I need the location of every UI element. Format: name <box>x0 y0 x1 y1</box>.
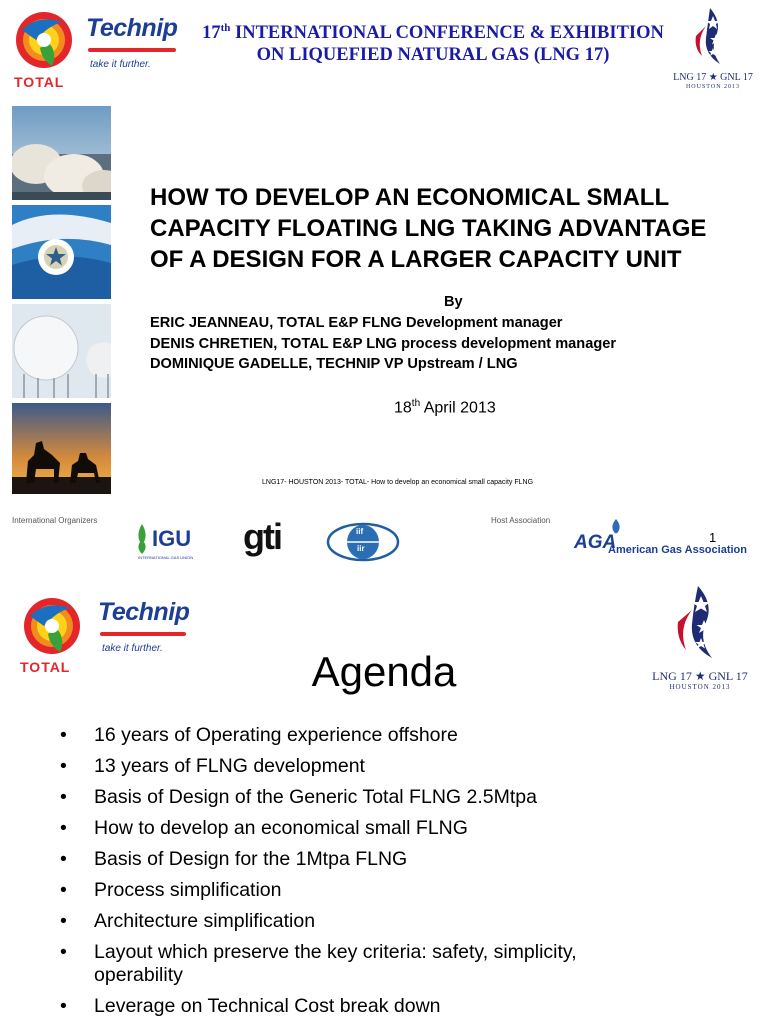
slide-footer-text: LNG17- HOUSTON 2013- TOTAL- How to develop an economical small capacity FLNG <box>262 479 534 486</box>
technip-wordmark: Technip <box>98 598 190 626</box>
agenda-item: • Leverage on Technical Cost break down <box>60 995 441 1017</box>
bullet-icon: • <box>60 848 67 870</box>
total-wordmark: TOTAL <box>14 74 65 90</box>
aga-text: AGA <box>574 532 617 553</box>
technip-underline <box>100 632 186 636</box>
slide-2 <box>0 584 768 1024</box>
conference-title-line-2: ON LIQUEFIED NATURAL GAS (LNG 17) <box>256 45 610 66</box>
agenda-item: • Basis of Design for the 1Mtpa FLNG <box>60 848 408 870</box>
total-logo <box>12 8 76 90</box>
bullet-icon: • <box>60 786 67 808</box>
author-list <box>150 313 750 375</box>
author-2: DENIS CHRETIEN, TOTAL E&P LNG process development manager <box>150 335 617 352</box>
host-label: Host Association <box>491 516 551 525</box>
conference-title <box>186 17 680 66</box>
gti-logo: gti <box>243 516 281 557</box>
agenda-item: • How to develop an economical small FLNG <box>60 817 468 839</box>
agenda-item: • Layout which preserve the key criteria: safety, simplicity, operability <box>60 941 577 986</box>
title-line-1: HOW TO DEVELOP AN ECONOMICAL SMALL <box>150 184 670 211</box>
bullet-icon: • <box>60 879 67 901</box>
title-line-2: CAPACITY FLOATING LNG TAKING ADVANTAGE <box>150 215 707 242</box>
technip-logo <box>86 14 186 76</box>
storage-spheres-photo <box>12 304 111 398</box>
iif-iir-logo <box>326 522 400 562</box>
lng17-logo <box>666 6 760 94</box>
bullet-icon: • <box>60 817 67 839</box>
aga-subtext: American Gas Association <box>608 544 747 556</box>
total-emblem-icon <box>12 8 76 72</box>
technip-wordmark: Technip <box>86 14 178 42</box>
agenda-item: • 13 years of FLNG development <box>60 755 365 777</box>
bullet-icon: • <box>60 755 67 777</box>
total-logo <box>20 594 84 676</box>
lng-star-flag-icon <box>640 584 760 666</box>
lng-logo-text: LNG 17 ★ GNL 17 <box>652 669 748 683</box>
technip-tagline: take it further. <box>102 643 163 654</box>
lng-logo-city: HOUSTON 2013 <box>669 683 731 691</box>
presentation-date: 18th April 2013 <box>394 398 496 417</box>
igu-logo <box>134 518 198 564</box>
cowboys-sunset-photo <box>12 403 111 494</box>
organizers-bar <box>0 512 768 572</box>
agenda-title: Agenda <box>311 648 457 695</box>
photo-strip <box>12 106 111 494</box>
bullet-icon: • <box>60 995 67 1017</box>
lng-logo-text: LNG 17 ★ GNL 17 <box>673 72 753 83</box>
technip-tagline: take it further. <box>90 59 151 70</box>
total-wordmark: TOTAL <box>20 659 71 675</box>
lng-star-flag-icon <box>666 6 760 70</box>
technip-logo <box>98 598 198 660</box>
total-emblem-icon <box>20 594 84 658</box>
by-label: By <box>444 294 463 310</box>
author-1: ERIC JEANNEAU, TOTAL E&P FLNG Development manager <box>150 315 563 331</box>
lng-logo-city: HOUSTON 2013 <box>685 84 741 90</box>
texas-flag-photo <box>12 205 111 299</box>
iif-text: iif <box>356 527 364 536</box>
author-3: DOMINIQUE GADELLE, TECHNIP VP Upstream / LNG <box>150 356 518 372</box>
aga-logo <box>574 518 754 558</box>
bullet-icon: • <box>60 724 67 746</box>
presentation-title <box>150 182 762 275</box>
iir-text: iir <box>357 544 365 553</box>
lng-tanker-photo <box>12 106 111 200</box>
agenda-item: • 16 years of Operating experience offshore <box>60 724 458 746</box>
conference-title-line-1: 17th INTERNATIONAL CONFERENCE & EXHIBITION <box>202 22 664 44</box>
igu-flame-icon <box>134 522 150 556</box>
igu-text: IGU <box>152 526 192 551</box>
title-line-3: OF A DESIGN FOR A LARGER CAPACITY UNIT <box>150 246 682 273</box>
organizers-label: International Organizers <box>12 516 98 525</box>
bullet-icon: • <box>60 910 67 932</box>
bullet-icon: • <box>60 941 67 963</box>
agenda-item: • Architecture simplification <box>60 910 316 932</box>
agenda-item: • Process simplification <box>60 879 282 901</box>
agenda-list <box>60 724 660 1026</box>
technip-underline <box>88 48 176 52</box>
page-number: 1 <box>709 530 717 545</box>
agenda-item: • Basis of Design of the Generic Total FLNG 2.5Mtpa <box>60 786 537 808</box>
lng17-logo <box>640 584 760 696</box>
igu-subtext: INTERNATIONAL GAS UNION <box>138 555 194 560</box>
